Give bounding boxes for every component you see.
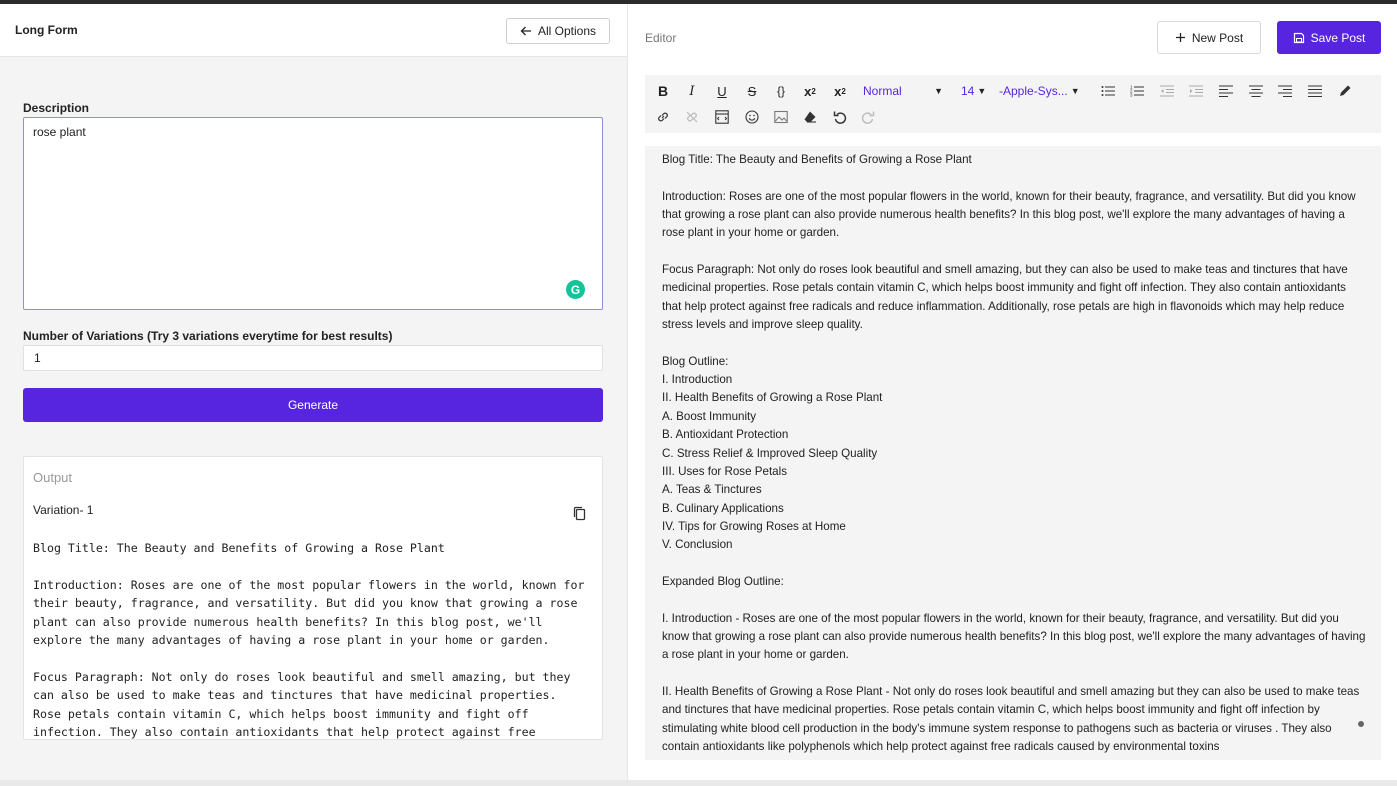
variations-label: Number of Variations (Try 3 variations everytime for best results) [23,329,393,343]
font-select[interactable] [999,82,1080,100]
all-options-label: All Options [537,24,597,38]
size-select-value: 14 [961,84,975,98]
numbered-list-icon[interactable] [1127,82,1147,100]
italic-icon[interactable]: I [689,83,695,99]
align-right-icon[interactable] [1275,82,1295,100]
align-justify-icon[interactable] [1305,82,1325,100]
editor-text[interactable]: Blog Title: The Beauty and Benefits of Growing a Rose Plant Introduction: Roses are one of the most popular flowers in the world, known for their beauty, fragrance, and versatility. But did you know that growing a rose plant can also provide numerous health benefits? In this blog post, we'll explore the many advantages of having a rose plant in your home or garden. Focus Paragraph: Not only do roses look beautiful and smell amazing, but they can also be used to make teas and tinctures that have medicinal properties. Rose petals contain vitamin C, which helps boost immunity and fight off infection. They also contain antioxidants that help protect against free radicals and reduce inflammation. Additionally, rose petals are high in flavonoids which may help reduce stress levels and improve sleep quality. Blog Outline: I. Introduction II. Health Benefits of Growing a Rose Plant A. Boost Immunity B. Antioxidant Protection C. Stress Relief & Improved Sleep Quality III. Uses for Rose Petals A. Teas & Tinctures B. Culinary Applications IV. Tips for Growing Roses at Home V. Conclusion Expanded Blog Outline: I. Introduction - Roses are one of the most popular flowers in the world, known for their beauty, fragrance, and versatility. But did you know that growing a rose plant can also provide numerous health benefits? In this blog post, we'll explore the many advantages of having a rose plant in your home or garden. II. Health Benefits of Growing a Rose Plant - Not only do roses look beautiful and smell amazing but they can also be used to make teas and tinctures that have medicinal properties. Rose petals contain vitamin C, which helps boost immunity and fight off infection by stimulating white blood cell production in the body's immune system response to pathogens such as bacteria or viruses . They also contain antioxidants like polyphenols which help protect against free radicals caused by environmental toxins [662,153,1366,753]
eraser-icon[interactable] [800,108,820,126]
indent-icon[interactable] [1186,82,1206,100]
code-icon[interactable]: {} [776,84,785,98]
save-post-label: Save Post [1310,30,1366,45]
bold-icon[interactable]: B [657,83,669,99]
editor-toolbar [645,75,1381,133]
align-center-icon[interactable] [1246,82,1266,100]
output-text: Blog Title: The Beauty and Benefits of Growing a Rose Plant Introduction: Roses are one of the most popular flowers in the world, known for their beauty, fragrance, and versatility. But did you know that growing a rose plant can also provide numerous health benefits? In this blog post, we'll explore the many advantages of having a rose plant in your home or garden. Focus Paragraph: Not only do roses look beautiful and smell amazing, but they can also be used to make teas and tinctures that have medicinal properties. Rose petals contain vitamin C, which helps boost immunity and fight off infection. They also contain antioxidants that help protect against free [33,541,585,740]
grammarly-icon[interactable]: G [566,280,585,299]
new-post-label: New Post [1191,30,1244,45]
editor-panel [627,4,1397,780]
subscript-icon[interactable]: x 2 [834,83,846,99]
save-post-button[interactable] [1277,21,1381,54]
description-label: Description [23,101,90,115]
arrow-left-icon [520,25,532,37]
pencil-icon[interactable] [1335,82,1355,100]
align-left-icon[interactable] [1216,82,1236,100]
embed-icon[interactable] [712,108,732,126]
image-icon[interactable] [771,108,791,126]
emoji-icon[interactable] [742,108,762,126]
all-options-button[interactable] [506,18,610,44]
output-title: Output [33,470,73,485]
redo-icon[interactable] [858,108,878,126]
size-select[interactable] [961,82,986,100]
copy-icon[interactable] [573,506,587,522]
editor-content[interactable] [645,146,1381,760]
plus-icon [1175,32,1186,43]
link-icon[interactable] [653,108,673,126]
description-textarea[interactable]: rose plant [23,117,603,310]
window-bottom-bar [0,780,1397,786]
editor-label: Editor [645,31,677,45]
scroll-indicator[interactable] [1358,721,1364,727]
long-form-panel [0,4,627,780]
unlink-icon[interactable] [682,108,702,126]
page-title: Long Form [15,23,78,37]
strikethrough-icon[interactable]: S [747,83,757,99]
undo-icon[interactable] [830,108,850,126]
save-icon [1293,32,1305,44]
caret-down-icon: ▼ [977,86,987,96]
svg-text:2: 2 [1130,88,1133,94]
svg-text:3: 3 [1130,92,1133,98]
left-header [0,4,627,57]
variations-input[interactable]: 1 [23,345,603,371]
underline-icon[interactable]: U [717,83,727,99]
heading-select-value: Normal [863,84,902,98]
variation-label: Variation- 1 [33,503,94,517]
generate-button[interactable]: Generate [23,388,603,422]
caret-down-icon: ▼ [934,86,943,96]
superscript-icon[interactable]: x 2 [804,83,816,99]
outdent-icon[interactable] [1157,82,1177,100]
bullet-list-icon[interactable] [1098,82,1118,100]
svg-text:1: 1 [1130,84,1133,90]
heading-select[interactable] [863,82,943,100]
new-post-button[interactable] [1157,21,1261,54]
output-box [23,456,603,740]
font-select-value: -Apple-Sys... [999,84,1068,98]
caret-down-icon: ▼ [1070,86,1080,96]
